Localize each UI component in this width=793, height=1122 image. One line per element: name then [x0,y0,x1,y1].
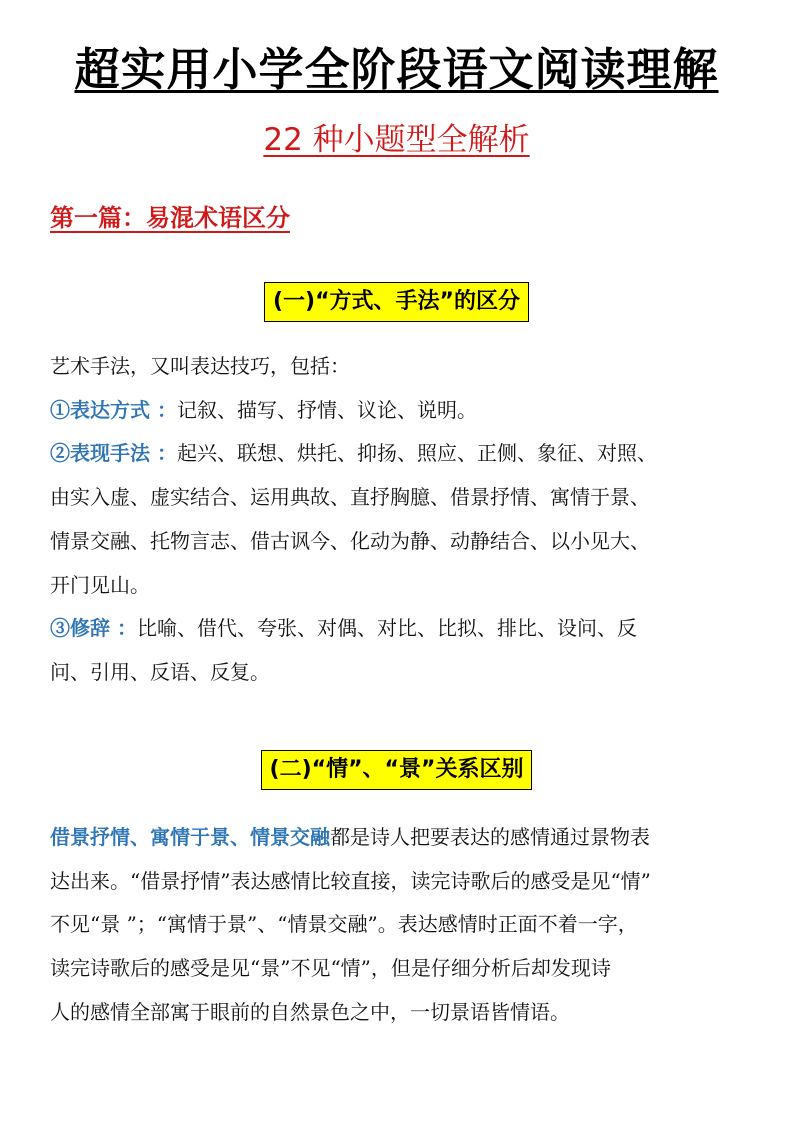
document-title-text: 超实用小学全阶段语文阅读理解 [74,43,719,96]
item-techniques-line-4: 开门见山。 [50,572,150,597]
section-2-body [50,816,750,1035]
section-1-intro: 艺术手法，又叫表达技巧，包括： [50,354,350,378]
section-2-heading-text: (二)“情”、“景”关系区别 [261,750,533,790]
document-subtitle [0,118,793,162]
section-2-line-1-text: 都是诗人把要表达的感情通过景物表 [330,825,650,849]
section-2-line-1 [50,816,750,860]
section-2-line-4: 读完诗歌后的感受是见“景”不见“情”，但是仔细分析后却发现诗 [50,956,611,981]
item-rhetoric-line-1: 比喻、借代、夸张、对偶、对比、比拟、排比、设问、反 [136,616,637,641]
item-rhetoric [50,607,750,651]
section-1-heading [0,282,793,322]
item-expression-methods-label: ①表达方式 ： [50,397,177,422]
section-1-heading-text: (一)“方式、手法”的区分 [264,282,529,322]
section-1-body [50,345,750,695]
document-subtitle-text: 22 种小题型全解析 [263,122,530,158]
section-2-line-5: 人的感情全部寓于眼前的自然景色之中，一切景语皆情语。 [50,999,570,1024]
item-techniques-line-3: 情景交融、托物言志、借古讽今、化动为静、动静结合、以小见大、 [50,528,650,553]
document-title [0,40,793,100]
item-techniques [50,432,750,476]
item-rhetoric-line-2: 问、引用、反语、反复。 [50,659,270,684]
section-2-line-3: 不见“景 ”；“寓情于景”、“情景交融”。表达感情时正面不着一字， [50,912,638,937]
item-techniques-label: ②表现手法 ： [50,441,177,466]
section-2-heading [0,750,793,790]
item-techniques-line-2: 由实入虚、虚实结合、运用典故、直抒胸臆、借景抒情、寓情于景、 [50,485,650,510]
item-expression-methods [50,389,750,433]
item-expression-methods-text: 记叙、描写、抒情、议论、说明。 [176,397,477,422]
section-2-line-2: 达出来。“借景抒情”表达感情比较直接，读完诗歌后的感受是见“情” [50,868,651,893]
section-2-label: 借景抒情、寓情于景、情景交融 [50,825,330,849]
item-techniques-line-1: 起兴、联想、烘托、抑扬、照应、正侧、象征、对照、 [176,441,657,466]
item-rhetoric-label: ③修辞 ： [50,616,137,641]
chapter-heading: 第一篇：易混术语区分 [50,204,290,232]
